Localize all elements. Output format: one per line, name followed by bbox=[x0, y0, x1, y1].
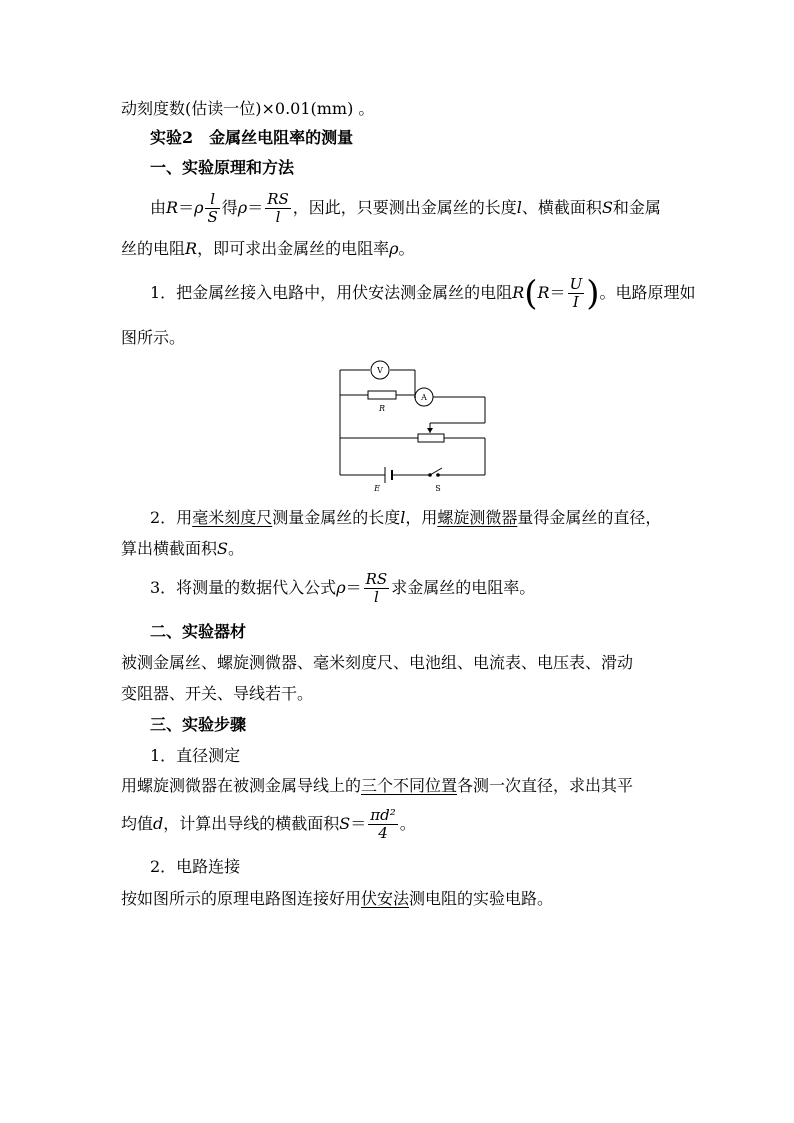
fraction-numerator: RS bbox=[365, 570, 388, 588]
text-span: 1．把金属丝接入电路中，用伏安法测金属丝的电阻 bbox=[150, 283, 513, 302]
text-span: ，因此，只要测出金属丝的长度 bbox=[292, 198, 517, 217]
fraction-denominator: 4 bbox=[378, 824, 388, 842]
text-span: 测电阻的实验电路。 bbox=[409, 889, 554, 908]
symbol-l: l bbox=[400, 508, 406, 527]
section-heading-principle bbox=[150, 157, 294, 179]
text-span: 用螺旋测微器在被测金属导线上的 bbox=[121, 776, 362, 795]
text-span: 得 bbox=[221, 198, 238, 217]
text-span: ，用 bbox=[405, 508, 438, 527]
symbol-d: d bbox=[153, 814, 164, 833]
underlined-term: 伏安法 bbox=[361, 889, 410, 908]
fraction-numerator: U bbox=[569, 275, 583, 293]
symbol-rho: ρ bbox=[389, 239, 399, 258]
text-span: 丝的电阻 bbox=[121, 239, 186, 258]
circuit-diagram bbox=[330, 355, 495, 495]
equipment-line-2 bbox=[121, 683, 313, 705]
symbol-S: S bbox=[217, 539, 228, 558]
text-span: 算出横截面积 bbox=[121, 539, 218, 558]
symbol-S: S bbox=[339, 814, 351, 833]
battery-label: E bbox=[374, 484, 380, 493]
symbol-R: R bbox=[166, 198, 179, 217]
fraction-numerator: RS bbox=[267, 190, 289, 208]
left-paren: ( bbox=[524, 273, 538, 314]
text-span: 求金属丝的电阻率。 bbox=[391, 578, 536, 597]
ammeter-label: A bbox=[421, 393, 427, 402]
rheostat-symbol bbox=[418, 434, 444, 442]
resistor-symbol bbox=[368, 391, 396, 399]
resistor-label: R bbox=[378, 404, 386, 413]
text-span: 1．直径测定 bbox=[150, 746, 241, 765]
text-span: 图所示。 bbox=[121, 328, 186, 347]
text-span: 、横截面积 bbox=[521, 198, 602, 217]
item-3-line bbox=[150, 570, 535, 606]
principle-line-1 bbox=[150, 190, 661, 226]
switch-label: S bbox=[435, 484, 441, 493]
fraction-RS-over-l bbox=[265, 191, 291, 226]
symbol-rho: ρ bbox=[336, 578, 346, 597]
text-line-measure-end bbox=[121, 98, 374, 120]
principle-line-2 bbox=[121, 238, 415, 260]
underlined-term: 三个不同位置 bbox=[361, 776, 458, 795]
text-span: ＝ bbox=[178, 198, 195, 217]
item-2-line-1 bbox=[150, 507, 661, 529]
text-span: 各测一次直径，求出其平 bbox=[457, 776, 634, 795]
experiment-title bbox=[150, 127, 353, 149]
text-span: 。 bbox=[227, 539, 244, 558]
fraction-denominator: I bbox=[572, 293, 579, 311]
text-span: 。 bbox=[399, 814, 416, 833]
switch-contact bbox=[428, 473, 432, 477]
text-span: ＝ bbox=[247, 198, 264, 217]
fraction-U-over-I bbox=[568, 276, 585, 311]
section-heading-equipment-text: 二、实验器材 bbox=[150, 622, 247, 641]
experiment-title-text: 实验2 金属丝电阻率的测量 bbox=[150, 128, 354, 147]
switch-blade bbox=[430, 468, 442, 475]
text-span: 均值 bbox=[121, 814, 154, 833]
fraction-denominator: S bbox=[207, 208, 218, 226]
fraction-numerator: πd² bbox=[370, 806, 396, 824]
symbol-rho: ρ bbox=[194, 198, 204, 217]
text-span: 量得金属丝的直径， bbox=[517, 508, 662, 527]
section-heading-principle-text: 一、实验原理和方法 bbox=[150, 158, 295, 177]
voltmeter-label: V bbox=[377, 366, 383, 375]
item-2-line-2 bbox=[121, 538, 244, 560]
equipment-line-1 bbox=[121, 652, 633, 674]
section-heading-equipment bbox=[150, 621, 246, 643]
step-2-heading bbox=[150, 856, 240, 878]
section-heading-steps bbox=[150, 714, 246, 736]
fraction-l-over-S bbox=[205, 191, 219, 226]
item-1-line-2 bbox=[121, 327, 185, 349]
underlined-term: 螺旋测微器 bbox=[437, 508, 518, 527]
text-span: 被测金属丝、螺旋测微器、毫米刻度尺、电池组、电流表、电压表、滑动 bbox=[121, 653, 634, 672]
text-span: 。电路原理如 bbox=[599, 283, 696, 302]
step-1-heading bbox=[150, 745, 240, 767]
text-span: ＝ bbox=[350, 814, 367, 833]
fraction-denominator: l bbox=[373, 588, 379, 606]
text-span: ，计算出导线的横截面积 bbox=[163, 814, 340, 833]
symbol-S: S bbox=[601, 198, 613, 217]
section-heading-steps-text: 三、实验步骤 bbox=[150, 715, 247, 734]
text-span: 由 bbox=[150, 198, 167, 217]
symbol-R: R bbox=[185, 239, 198, 258]
underlined-term: 毫米刻度尺 bbox=[192, 508, 273, 527]
measure-end-text: 动刻度数(估读一位)×0.01(mm) 。 bbox=[121, 99, 375, 118]
text-span: 和金属 bbox=[612, 198, 661, 217]
switch-contact bbox=[436, 473, 440, 477]
text-span: 测量金属丝的长度 bbox=[272, 508, 401, 527]
text-span: 。 bbox=[398, 239, 415, 258]
text-span: 2．电路连接 bbox=[150, 857, 241, 876]
text-span: ＝ bbox=[549, 283, 566, 302]
text-span: 2．用 bbox=[150, 508, 193, 527]
text-span: 变阻器、开关、导线若干。 bbox=[121, 684, 314, 703]
symbol-rho: ρ bbox=[237, 198, 248, 217]
symbol-R: R bbox=[512, 283, 525, 302]
step-2-line bbox=[121, 888, 553, 910]
symbol-R: R bbox=[537, 283, 550, 302]
step-1-line-1 bbox=[121, 775, 633, 797]
text-span: ，即可求出金属丝的电阻率 bbox=[197, 239, 390, 258]
step-1-line-2 bbox=[121, 804, 416, 844]
fraction-pi-d2-over-4 bbox=[368, 807, 397, 842]
symbol-l: l bbox=[516, 198, 522, 217]
fraction-denominator: l bbox=[275, 208, 281, 226]
right-paren: ) bbox=[586, 273, 600, 314]
text-span: 3．将测量的数据代入公式 bbox=[150, 578, 337, 597]
text-span: ＝ bbox=[345, 578, 362, 597]
fraction-RS-over-l bbox=[364, 571, 390, 606]
text-span: 按如图所示的原理电路图连接好用 bbox=[121, 889, 362, 908]
item-1-line-1 bbox=[150, 274, 696, 312]
slider-arrow-icon bbox=[427, 428, 433, 433]
fraction-numerator: l bbox=[205, 191, 219, 209]
